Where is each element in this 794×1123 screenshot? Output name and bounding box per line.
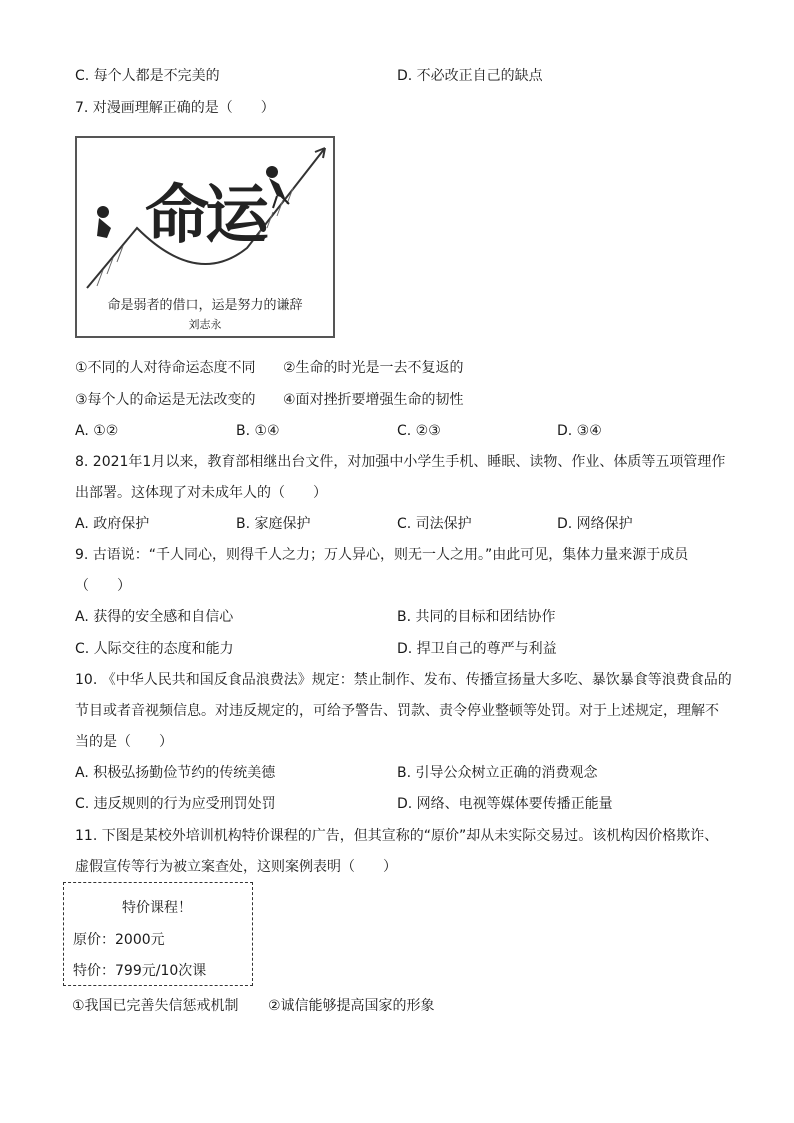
- q9-stem-line2: （ ）: [75, 578, 131, 594]
- q7-option-a: A. ①②: [75, 423, 119, 439]
- q7-stem: 7. 对漫画理解正确的是（ ）: [75, 100, 275, 116]
- q8-option-c: C. 司法保护: [397, 516, 472, 532]
- q9-option-d: D. 捍卫自己的尊严与利益: [397, 641, 557, 657]
- q9-option-a: A. 获得的安全感和自信心: [75, 609, 234, 625]
- q11-item-2: ②诚信能够提高国家的形象: [268, 998, 435, 1014]
- q10-stem-line1: 10. 《中华人民共和国反食品浪费法》规定：禁止制作、发布、传播宣扬量大多吃、暴饮暴食等浪费食品的: [75, 672, 732, 688]
- q10-option-a: A. 积极弘扬勤俭节约的传统美德: [75, 765, 276, 781]
- q10-stem-line3: 当的是（ ）: [75, 734, 173, 750]
- ad-original-price: 原价：2000元: [73, 932, 165, 948]
- ad-special-price: 特价：799元/10次课: [73, 963, 207, 979]
- q8-stem-line1: 8. 2021年1月以来，教育部相继出台文件，对加强中小学生手机、睡眠、读物、作业、体质等五项管理作: [75, 454, 726, 470]
- q11-ad-box: [63, 882, 253, 986]
- q8-stem-line2: 出部署。这体现了对未成年人的（ ）: [75, 485, 327, 501]
- q10-stem-line2: 节目或者音视频信息。对违反规定的，可给予警告、罚款、责令停业整顿等处罚。对于上述规定，理解不: [75, 703, 719, 719]
- cartoon-caption: 命是弱者的借口，运是努力的谦辞: [107, 298, 303, 313]
- q10-option-d: D. 网络、电视等媒体要传播正能量: [397, 796, 613, 812]
- q9-stem-line1: 9. 古语说：“千人同心，则得千人之力；万人异心，则无一人之用。”由此可见，集体力量来源于成员: [75, 547, 689, 563]
- q11-stem-line2: 虚假宣传等行为被立案查处，这则案例表明（ ）: [75, 859, 397, 875]
- q7-option-d: D. ③④: [557, 423, 602, 439]
- cartoon-big-text: 命运: [145, 179, 265, 253]
- q10-option-b: B. 引导公众树立正确的消费观念: [397, 765, 598, 781]
- q8-option-a: A. 政府保护: [75, 516, 150, 532]
- q10-option-c: C. 违反规则的行为应受刑罚处罚: [75, 796, 276, 812]
- q8-option-d: D. 网络保护: [557, 516, 633, 532]
- q9-option-b: B. 共同的目标和团结协作: [397, 609, 556, 625]
- q6-option-d: D. 不必改正自己的缺点: [397, 68, 543, 84]
- q7-item-3: ③每个人的命运是无法改变的: [75, 392, 256, 408]
- q9-option-c: C. 人际交往的态度和能力: [75, 641, 234, 657]
- cartoon-author: 刘志永: [188, 318, 222, 331]
- q7-option-b: B. ①④: [236, 423, 280, 439]
- q7-item-2: ②生命的时光是一去不复返的: [283, 360, 464, 376]
- q7-option-c: C. ②③: [397, 423, 441, 439]
- q7-item-4: ④面对挫折要增强生命的韧性: [283, 392, 464, 408]
- q8-option-b: B. 家庭保护: [236, 516, 311, 532]
- ad-title: 特价课程！: [122, 900, 192, 916]
- q11-item-1: ①我国已完善失信惩戒机制: [72, 998, 239, 1014]
- q7-cartoon: [75, 136, 335, 338]
- q6-option-c: C. 每个人都是不完美的: [75, 68, 220, 84]
- q11-stem-line1: 11. 下图是某校外培训机构特价课程的广告，但其宣称的“原价”却从未实际交易过。该机构因价格欺诈、: [75, 828, 719, 844]
- q7-item-1: ①不同的人对待命运态度不同: [75, 360, 256, 376]
